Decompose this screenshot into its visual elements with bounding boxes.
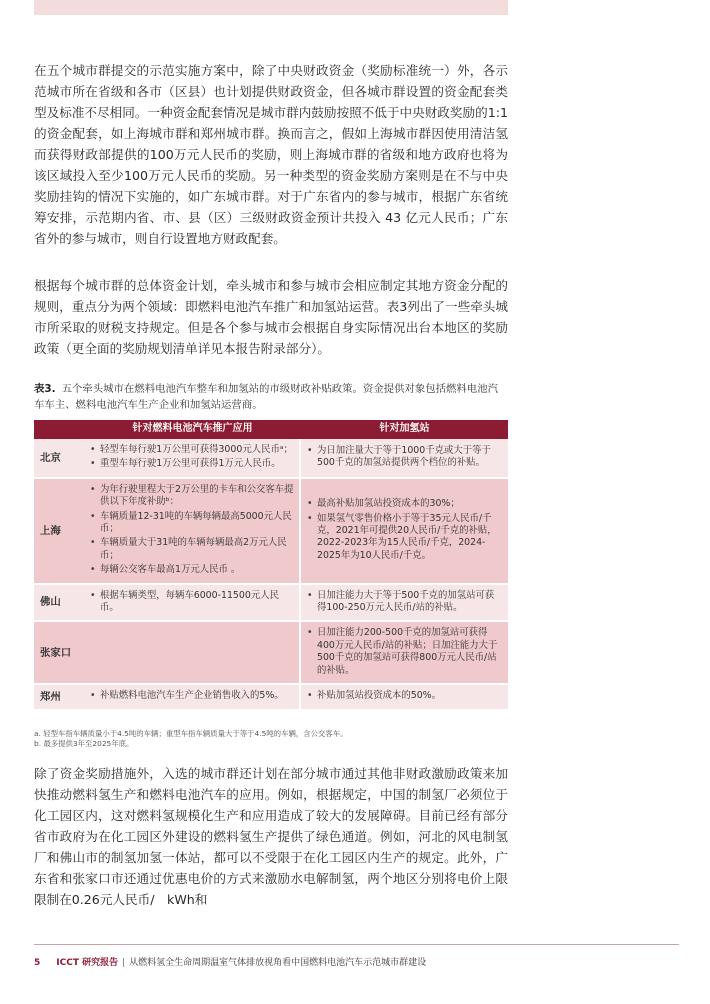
- table-caption: [34, 381, 508, 413]
- table-header-city: [34, 420, 84, 439]
- table-cell-station: [301, 622, 508, 685]
- footer: [34, 957, 679, 969]
- vehicle-list: [89, 444, 294, 471]
- vehicle-list: [89, 690, 294, 702]
- table-cell-station: [301, 585, 508, 623]
- table-header-vehicle: 针对燃料电池汽车推广应用: [84, 420, 301, 439]
- table-cell-vehicle: [84, 479, 301, 585]
- footer-separator: |: [122, 958, 126, 968]
- vehicle-list-item: • 重型车每行驶1万公里可获得1万元人民币。: [89, 458, 294, 470]
- station-list: [306, 590, 503, 615]
- station-list-item: • 为日加注量大于等于1000千克或大于等于500千克的加氢站提供两个档位的补贴。: [306, 445, 503, 470]
- table-row: [34, 585, 508, 623]
- table-row: [34, 622, 508, 685]
- station-list: [306, 690, 503, 702]
- paragraph-3: 除了资金奖励措施外，入选的城市群还计划在部分城市通过其他非财政激励政策来加快推动燃料氢生产和燃料电池汽车的应用。例如，根据规定，中国的制氢厂必须位于化工园区内，这对燃料氢规模化生产和应用造成了较大的发展障碍。目前已经有部分省市政府为在化工园区外建设的燃料氢生产提供了绿色通道。例如，河北的风电制氢厂和佛山市的制氢加氢一体站，都可以不受限于在化工园区内生产的规定。此外，广东省和张家口市还通过优惠电价的方式来激励水电解制氢，两个地区分别将电价上限限制在0.26元人民币/ kWh和: [34, 766, 508, 907]
- page-number: 5: [34, 958, 41, 968]
- table-row: [34, 479, 508, 585]
- footer-title: 从燃料氢全生命周期温室气体排放视角看中国燃料电池汽车示范城市群建设: [129, 958, 427, 968]
- table-cell-station: [301, 479, 508, 585]
- paragraph-2: 根据每个城市群的总体资金计划，牵头城市和参与城市会相应制定其地方资金分配的规则，重点分为两个领域：即燃料电池汽车推广和加氢站运营。表3列出了一些牵头城市所采取的财税支持规定。但是各个参与城市会根据自身实际情况出台本地区的奖励政策（更全面的奖励规划清单详见本报告附录部分）。: [34, 278, 508, 356]
- station-list-item: • 如果氢气零售价格小于等于35元人民币/千克，2021年可提供20人民币/千克的补贴，2022-2023年为15人民币/千克，2024-2025年为10人民币/千克。: [306, 513, 503, 563]
- table-row: [34, 439, 508, 479]
- vehicle-list-item: • 补贴燃料电池汽车生产企业销售收入的5%。: [89, 690, 294, 702]
- station-list-item: • 日加注能力200-500千克的加氢站可获得400万元人民币/站的补贴；日加注能力大于500千克的加氢站可获得800万元人民币/站的补贴。: [306, 627, 503, 677]
- vehicle-list-item: • 根据车辆类型，每辆车6000-11500元人民币。: [89, 590, 294, 615]
- table-cell-city: 上海: [34, 479, 84, 585]
- table-cell-vehicle: [84, 685, 301, 710]
- table-row: [34, 685, 508, 710]
- table-caption-text: 五个牵头城市在燃料电池汽车整车和加氢站的市级财政补贴政策。资金提供对象包括燃料电池汽车车主、燃料电池汽车生产企业和加氢站运营商。: [34, 383, 498, 411]
- table-cell-city: 张家口: [34, 622, 84, 685]
- vehicle-list-item: • 每辆公交客车最高1万元人民币 。: [89, 564, 294, 576]
- station-list-item: • 补贴加氢站投资成本的50%。: [306, 690, 503, 702]
- vehicle-list: [89, 484, 294, 577]
- station-list: [306, 498, 503, 562]
- table-cell-city: 佛山: [34, 585, 84, 623]
- table-header-row: [34, 420, 508, 439]
- table-label: 表3.: [34, 383, 56, 395]
- table-cell-vehicle: [84, 585, 301, 623]
- paragraph-1: 在五个城市群提交的示范实施方案中，除了中央财政资金（奖励标准统一）外，各示范城市所在省级和各市（区县）也计划提供财政资金，但各城市群设置的资金配套类型及标准不尽相同。一种资金配套情况是城市群内鼓励按照不低于中央财政奖励的1:1的资金配套，如上海城市群和郑州城市群。换而言之，假如上海城市群因使用清洁氢而获得财政部提供的100万元人民币的奖励，则上海城市群的省级和地方政府也将为该区域投入至少100万元人民币的奖励。另一种类型的资金奖励方案则是在不与中央奖励挂钩的情况下实施的，如广东城市群。对于广东省内的参与城市，根据广东省统筹安排，示范期内省、市、县（区）三级财政资金预计共投入 43 亿元人民币；广东省外的参与城市，则自行设置地方财政配套。: [34, 63, 508, 246]
- table-cell-vehicle: [84, 622, 301, 685]
- station-list: [306, 627, 503, 677]
- table-cell-station: [301, 685, 508, 710]
- table-header-station: 针对加氢站: [301, 420, 508, 439]
- footer-divider: [34, 944, 679, 945]
- station-list-item: • 最高补贴加氢站投资成本的30%；: [306, 498, 503, 510]
- subsidy-table: [34, 420, 508, 711]
- vehicle-list: [89, 590, 294, 615]
- table-notes: [34, 729, 508, 749]
- table-cell-vehicle: [84, 439, 301, 479]
- table-cell-station: [301, 439, 508, 479]
- vehicle-list-item: • 轻型车每行驶1万公里可获得3000元人民币ᵃ；: [89, 444, 294, 456]
- vehicle-list-item: • 车辆质量大于31吨的车辆每辆最高2万元人民币；: [89, 537, 294, 562]
- station-list-item: • 日加注能力大于等于500千克的加氢站可获得100-250万元人民币/站的补贴。: [306, 590, 503, 615]
- vehicle-list-item: • 为年行驶里程大于2万公里的卡车和公交客车提供以下年度补助ᵇ：: [89, 484, 294, 509]
- table-note-b: b. 最多提供3年至2025年底。: [34, 739, 134, 748]
- top-decorative-box: [34, 0, 508, 15]
- footer-brand: ICCT 研究报告: [56, 958, 119, 968]
- vehicle-list-item: • 车辆质量12-31吨的车辆每辆最高5000元人民币；: [89, 511, 294, 536]
- table-cell-city: 郑州: [34, 685, 84, 710]
- table-cell-city: 北京: [34, 439, 84, 479]
- table-note-a: a. 轻型车指车辆质量小于4.5吨的车辆；重型车指车辆质量大于等于4.5吨的车辆，含公交客车。: [34, 729, 348, 738]
- station-list: [306, 445, 503, 470]
